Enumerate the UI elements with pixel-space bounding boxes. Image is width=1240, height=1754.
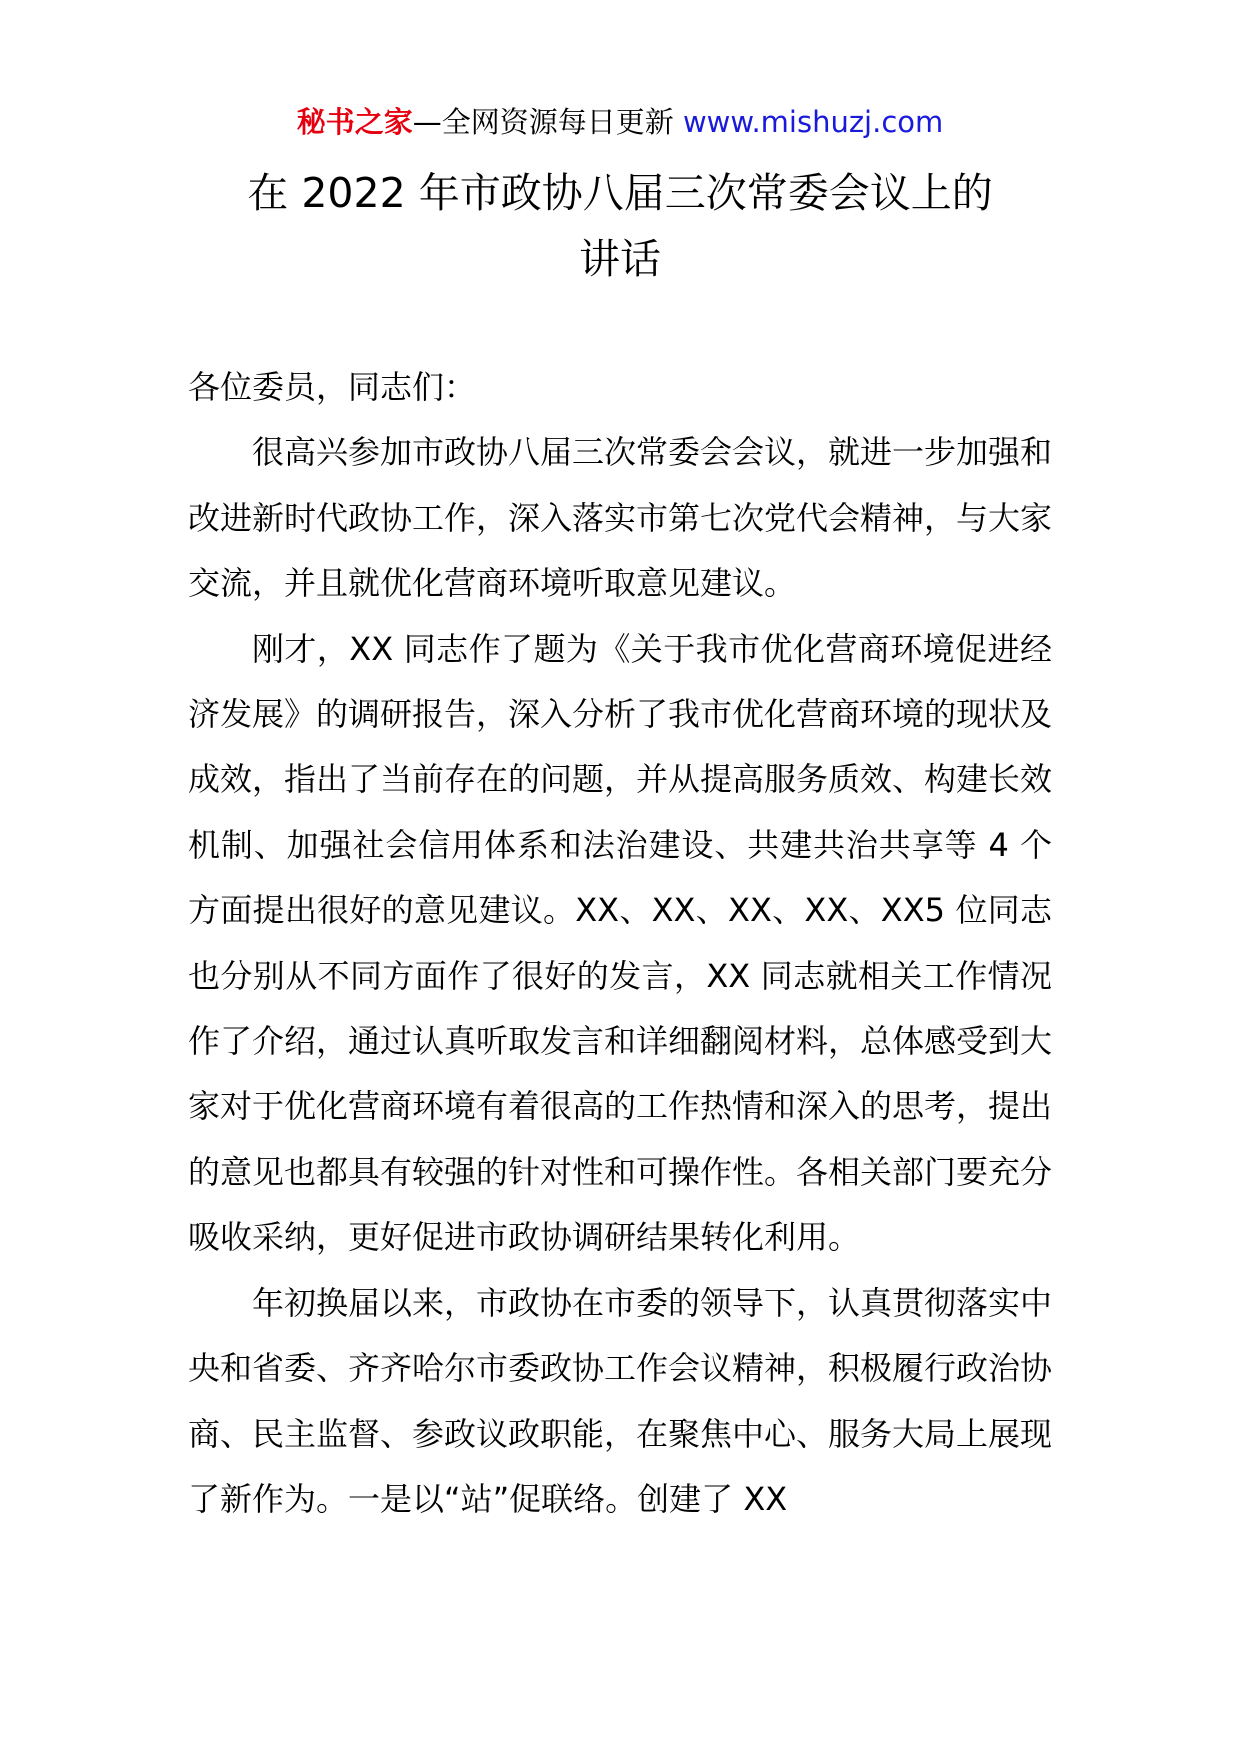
document-title — [150, 160, 1090, 292]
paragraph-3: 年初换届以来，市政协在市委的领导下，认真贯彻落实中央和省委、齐齐哈尔市委政协工作会议精神，积极履行政治协商、民主监督、参政议政职能，在聚焦中心、服务大局上展现了新作为。一是以“站”促联络。创建了 XX — [188, 1283, 1053, 1518]
site-header — [0, 102, 1240, 142]
paragraph-1: 很高兴参加市政协八届三次常委会会议，就进一步加强和改进新时代政协工作，深入落实市第七次党代会精神，与大家交流，并且就优化营商环境听取意见建议。 — [188, 433, 1053, 603]
header-slogan: —全网资源每日更新 — [412, 105, 683, 139]
paragraph-2: 刚才，XX 同志作了题为《关于我市优化营商环境促进经济发展》的调研报告，深入分析了我市优化营商环境的现状及成效，指出了当前存在的问题，并从提高服务质效、构建长效机制、加强社会信用体系和法治建设、共建共治共享等 4 个方面提出很好的意见建议。XX、XX、XX、XX、XX5 位同志也分别从不同方面作了很好的发言，XX 同志就相关工作情况作了介绍，通过认真听取发言和详细翻阅材料，总体感受到大家对于优化营商环境有着很高的工作热情和深入的思考，提出的意见也都具有较强的针对性和可操作性。各相关部门要充分吸收采纳，更好促进市政协调研结果转化利用。 — [188, 629, 1053, 1257]
title-line-1: 在 2022 年市政协八届三次常委会议上的 — [247, 169, 993, 217]
document-body — [188, 355, 1052, 1532]
title-line-2: 讲话 — [579, 235, 661, 283]
site-url: www.mishuzj.com — [682, 105, 944, 139]
salutation: 各位委员，同志们： — [188, 368, 477, 406]
brand-name: 秘书之家 — [296, 105, 413, 139]
